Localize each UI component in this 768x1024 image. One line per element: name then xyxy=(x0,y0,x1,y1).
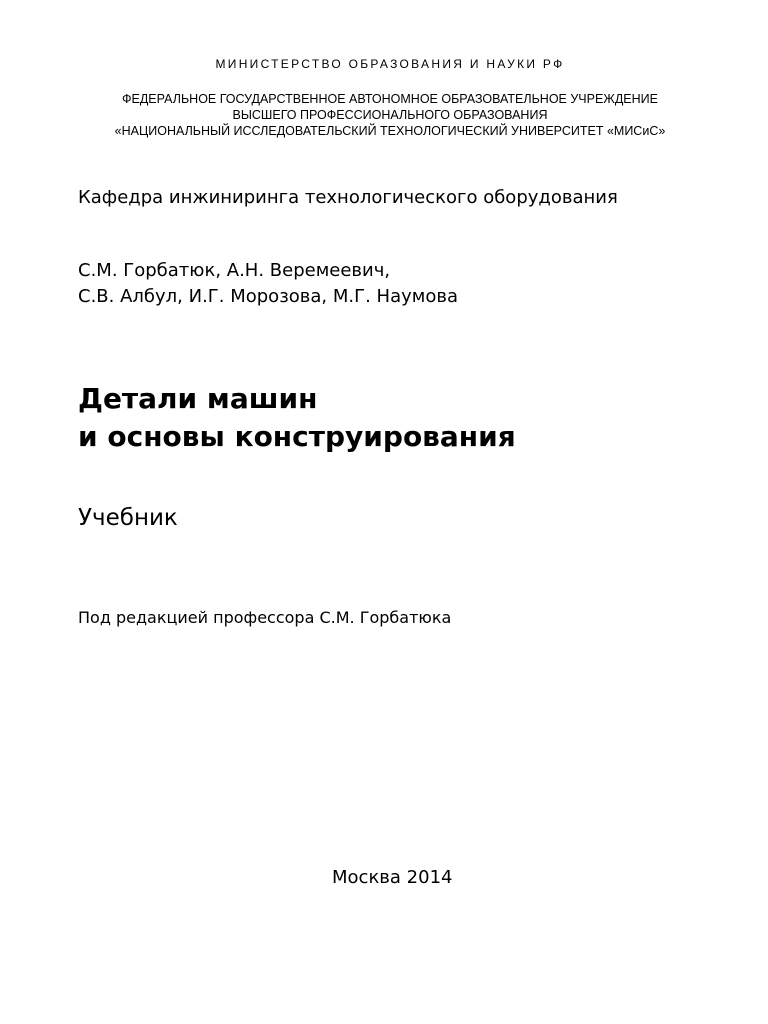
authors-line-1: С.М. Горбатюк, А.Н. Веремеевич, xyxy=(78,260,391,281)
book-title-line-1: Детали машин xyxy=(78,382,318,415)
ministry-name: МИНИСТЕРСТВО ОБРАЗОВАНИЯ И НАУКИ РФ xyxy=(215,57,565,71)
editor-note: Под редакцией профессора С.М. Горбатюка xyxy=(78,608,452,627)
institution-line-3: «НАЦИОНАЛЬНЫЙ ИССЛЕДОВАТЕЛЬСКИЙ ТЕХНОЛОГИЧЕСКИЙ УНИВЕРСИТЕТ «МИСиС» xyxy=(114,124,666,138)
book-type: Учебник xyxy=(78,505,178,531)
imprint-city-year: Москва 2014 xyxy=(332,867,453,888)
authors-line-2: С.В. Албул, И.Г. Морозова, М.Г. Наумова xyxy=(78,286,458,307)
department-name: Кафедра инжиниринга технологического оборудования xyxy=(78,187,618,208)
institution-line-2: ВЫСШЕГО ПРОФЕССИОНАЛЬНОГО ОБРАЗОВАНИЯ xyxy=(232,108,548,122)
institution-line-1: ФЕДЕРАЛЬНОЕ ГОСУДАРСТВЕННОЕ АВТОНОМНОЕ ОБРАЗОВАТЕЛЬНОЕ УЧРЕЖДЕНИЕ xyxy=(122,92,658,106)
book-title-line-2: и основы конструирования xyxy=(78,420,516,453)
